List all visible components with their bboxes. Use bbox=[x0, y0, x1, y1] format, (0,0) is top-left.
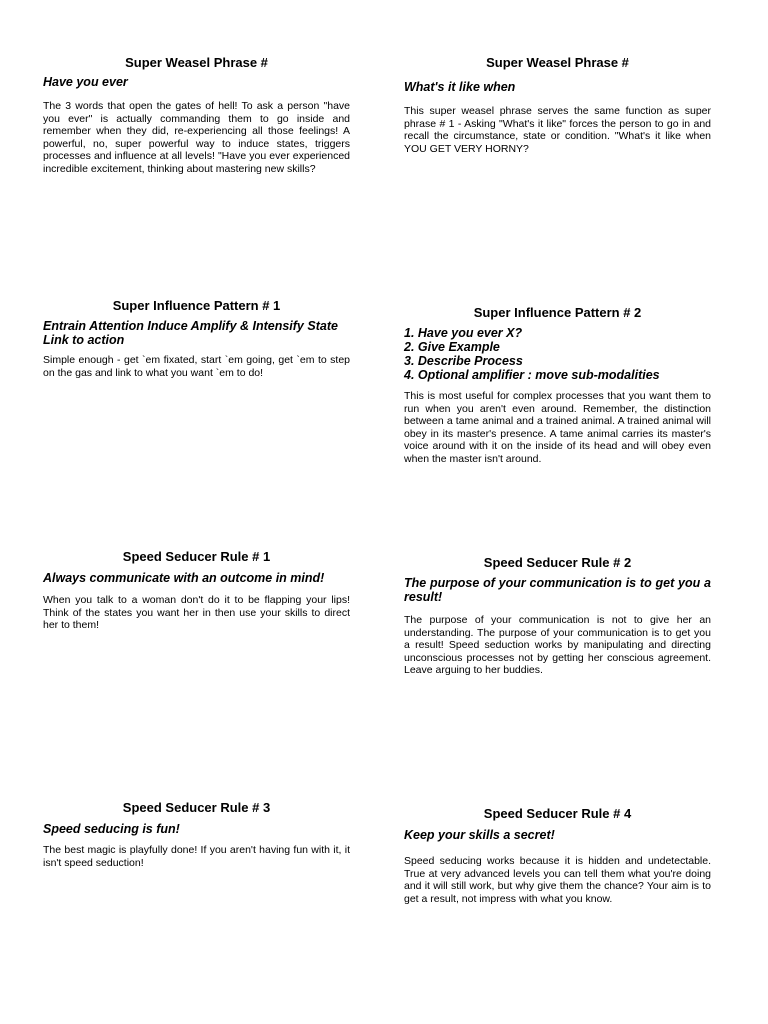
card-super-influence-pattern-1 bbox=[43, 298, 350, 379]
card-title: Speed Seducer Rule # 1 bbox=[122, 549, 271, 564]
card-title: Super Weasel Phrase # bbox=[486, 55, 629, 70]
card-title: Super Influence Pattern # 1 bbox=[112, 298, 281, 313]
card-title: Speed Seducer Rule # 2 bbox=[483, 555, 632, 570]
card-super-weasel-phrase-2 bbox=[404, 55, 711, 155]
card-speed-seducer-rule-1 bbox=[43, 549, 350, 632]
card-speed-seducer-rule-4 bbox=[404, 806, 711, 905]
card-speed-seducer-rule-2 bbox=[404, 555, 711, 677]
card-body: Simple enough - get `em fixated, start `em going, get `em to step on the gas and link to what you want `em to do! bbox=[43, 354, 350, 379]
card-super-weasel-phrase-1 bbox=[43, 55, 350, 175]
card-subtitle: Always communicate with an outcome in mind! bbox=[43, 571, 325, 585]
card-body: This super weasel phrase serves the same function as super phrase # 1 - Asking "What's it like" forces the person to go in and recall the circumstance, state or condition. "What's it like when YOU GET VERY HORNY? bbox=[404, 105, 711, 155]
card-subtitle: Entrain Attention Induce Amplify & Intensify State Link to action bbox=[43, 319, 338, 347]
card-subtitle: Speed seducing is fun! bbox=[43, 822, 180, 836]
card-title: Super Weasel Phrase # bbox=[125, 55, 268, 70]
card-speed-seducer-rule-3 bbox=[43, 800, 350, 869]
card-body: This is most useful for complex processes that you want them to run when you aren't even around. Remember, the distinction between a tame animal and a trained animal. A trained animal will obey in its master's presence. A tame animal carries its master's voice around with it on the inside of its head and will obey even when the master isn't around. bbox=[404, 390, 711, 465]
card-super-influence-pattern-2 bbox=[404, 305, 711, 465]
card-body: The best magic is playfully done! If you aren't having fun with it, it isn't speed seduction! bbox=[43, 844, 350, 869]
card-title: Speed Seducer Rule # 4 bbox=[483, 806, 632, 821]
card-subtitle: Have you ever bbox=[43, 75, 128, 89]
card-subtitle: The purpose of your communication is to get you a result! bbox=[404, 576, 711, 604]
card-title: Speed Seducer Rule # 3 bbox=[122, 800, 271, 815]
card-body: Speed seducing works because it is hidden and undetectable. True at very advanced levels you can tell them what you're doing and it will still work, but why give them the chance? Your aim is to get a result, not impress with what you know. bbox=[404, 855, 711, 905]
card-subtitle: What's it like when bbox=[404, 80, 516, 94]
card-body: The purpose of your communication is not to give her an understanding. The purpose of your communication is to get you a result! Speed seduction works by manipulating and directing unconscious processes not by getting her conscious agreement. Leave arguing to her buddies. bbox=[404, 614, 711, 676]
card-body: When you talk to a woman don't do it to be flapping your lips! Think of the states you want her in then use your skills to direct her to them! bbox=[43, 594, 350, 631]
card-title: Super Influence Pattern # 2 bbox=[473, 305, 642, 320]
card-body: The 3 words that open the gates of hell! To ask a person "have you ever" is actually commanding them to go inside and remember when they did, re-experiencing all those feelings! A powerful, no, super powerful way to induce states, triggers processes and influence at all levels! "Have you ever experienced incredible excitement, thinking about mastering new skills? bbox=[43, 100, 350, 175]
card-subtitle: Keep your skills a secret! bbox=[404, 828, 555, 842]
card-subtitle: 1. Have you ever X? 2. Give Example 3. Describe Process 4. Optional amplifier : move sub-modalities bbox=[404, 326, 660, 382]
